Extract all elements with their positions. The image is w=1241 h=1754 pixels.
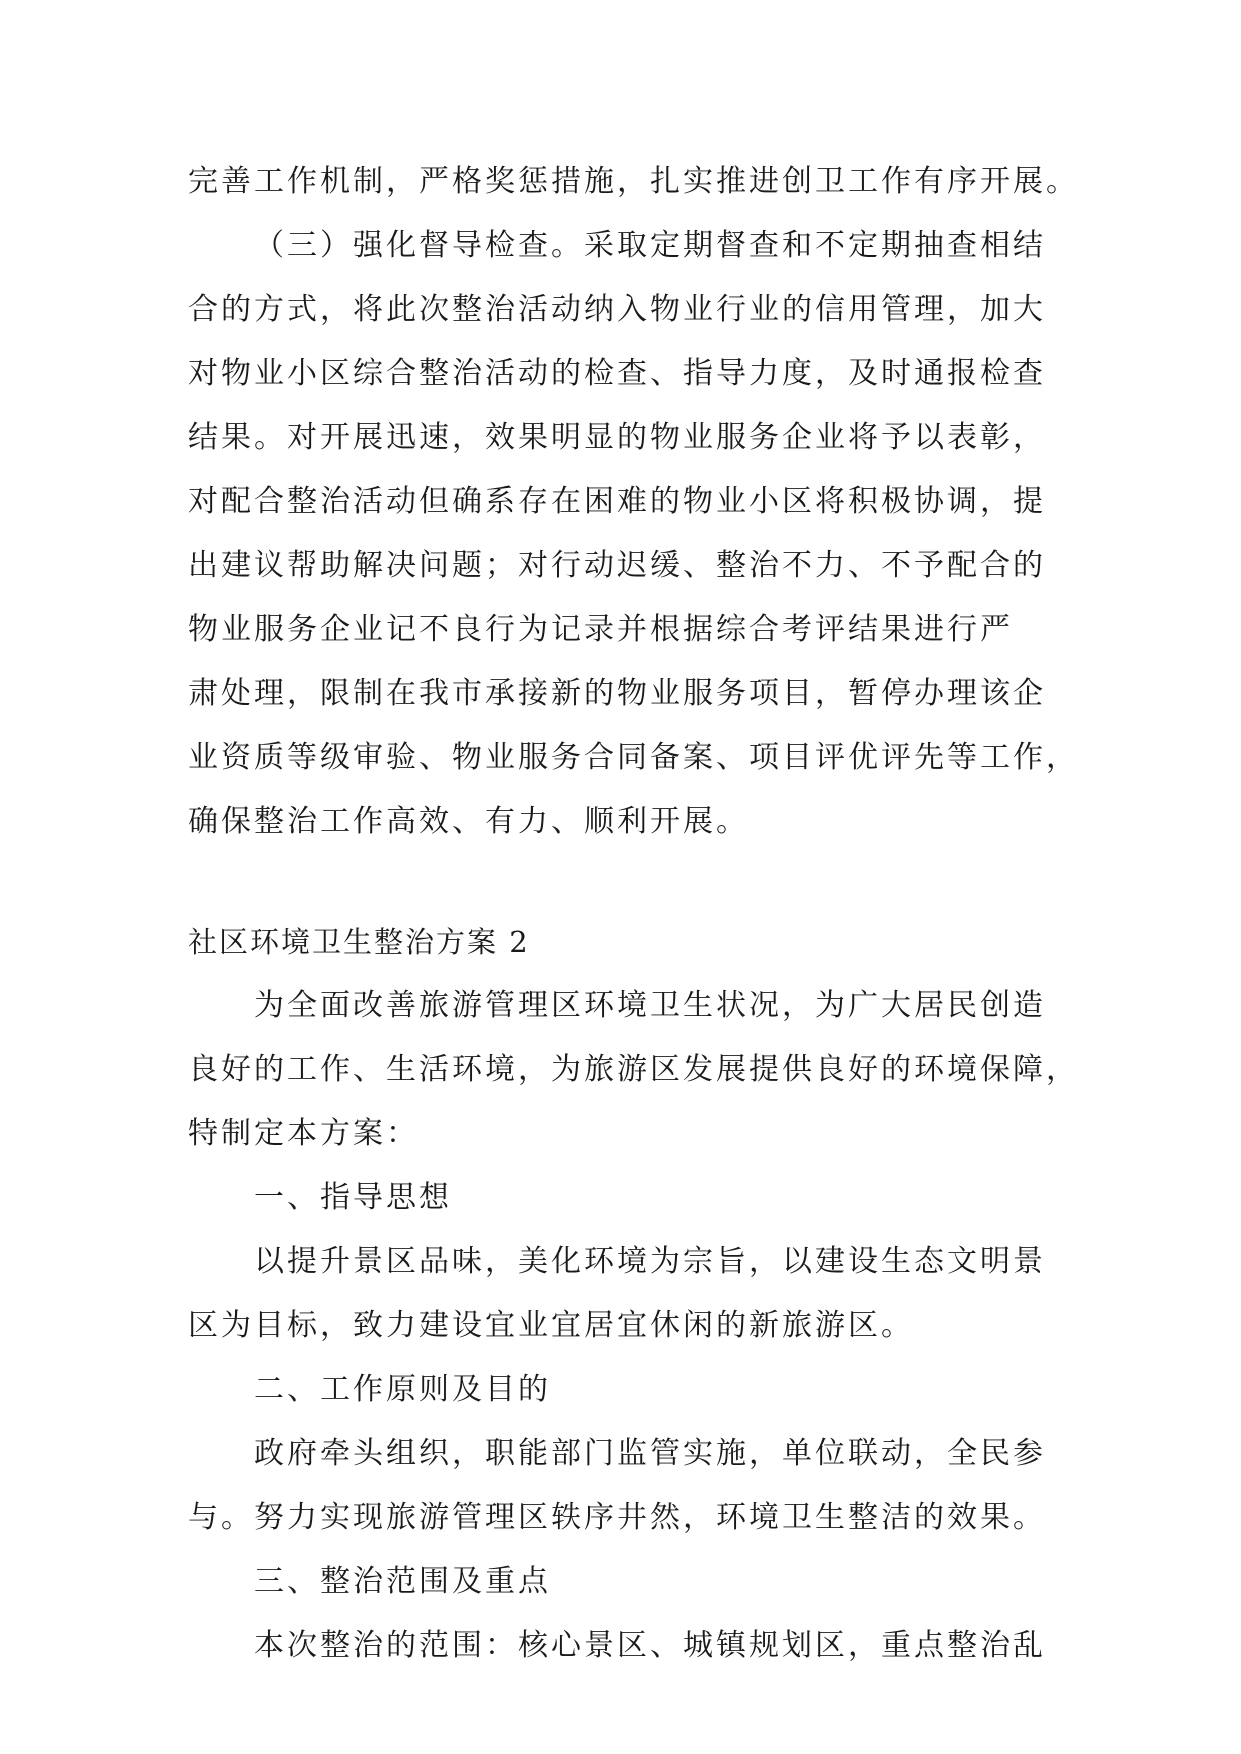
text-line: 确保整治工作高效、有力、顺利开展。 — [188, 804, 749, 839]
section-heading: 一、指导思想 — [254, 1180, 452, 1215]
text-line: 本次整治的范围：核心景区、城镇规划区，重点整治乱 — [254, 1628, 1046, 1663]
text-line: 以提升景区品味，美化环境为宗旨，以建设生态文明景 — [254, 1244, 1046, 1279]
text-line: 出建议帮助解决问题；对行动迟缓、整治不力、不予配合的 — [188, 548, 1046, 583]
section-heading: 三、整治范围及重点 — [254, 1564, 551, 1599]
text-line: 良好的工作、生活环境，为旅游区发展提供良好的环境保障， — [188, 1052, 1079, 1087]
section-title: 社区环境卫生整治方案 2 — [188, 925, 530, 959]
text-line: 为全面改善旅游管理区环境卫生状况，为广大居民创造 — [254, 988, 1046, 1023]
text-line: 完善工作机制，严格奖惩措施，扎实推进创卫工作有序开展。 — [188, 164, 1079, 199]
text-line: 物业服务企业记不良行为记录并根据综合考评结果进行严 — [188, 612, 1013, 647]
text-line: 政府牵头组织，职能部门监管实施，单位联动，全民参 — [254, 1436, 1046, 1471]
text-line: 肃处理，限制在我市承接新的物业服务项目，暂停办理该企 — [188, 676, 1046, 711]
text-line: 对配合整治活动但确系存在困难的物业小区将积极协调，提 — [188, 484, 1046, 519]
text-line: 业资质等级审验、物业服务合同备案、项目评优评先等工作， — [188, 740, 1079, 775]
section-gap — [188, 854, 1058, 910]
document-page — [188, 150, 1079, 1678]
text-line: （三）强化督导检查。采取定期督查和不定期抽查相结 — [254, 228, 1046, 263]
text-line: 特制定本方案： — [188, 1116, 419, 1151]
text-line: 结果。对开展迅速，效果明显的物业服务企业将予以表彰， — [188, 420, 1046, 455]
text-line: 对物业小区综合整治活动的检查、指导力度，及时通报检查 — [188, 356, 1046, 391]
text-line: 合的方式，将此次整治活动纳入物业行业的信用管理，加大 — [188, 292, 1046, 327]
section-heading: 二、工作原则及目的 — [254, 1372, 551, 1407]
text-line: 区为目标，致力建设宜业宜居宜休闲的新旅游区。 — [188, 1308, 914, 1343]
text-line: 与。努力实现旅游管理区轶序井然，环境卫生整洁的效果。 — [188, 1500, 1046, 1535]
